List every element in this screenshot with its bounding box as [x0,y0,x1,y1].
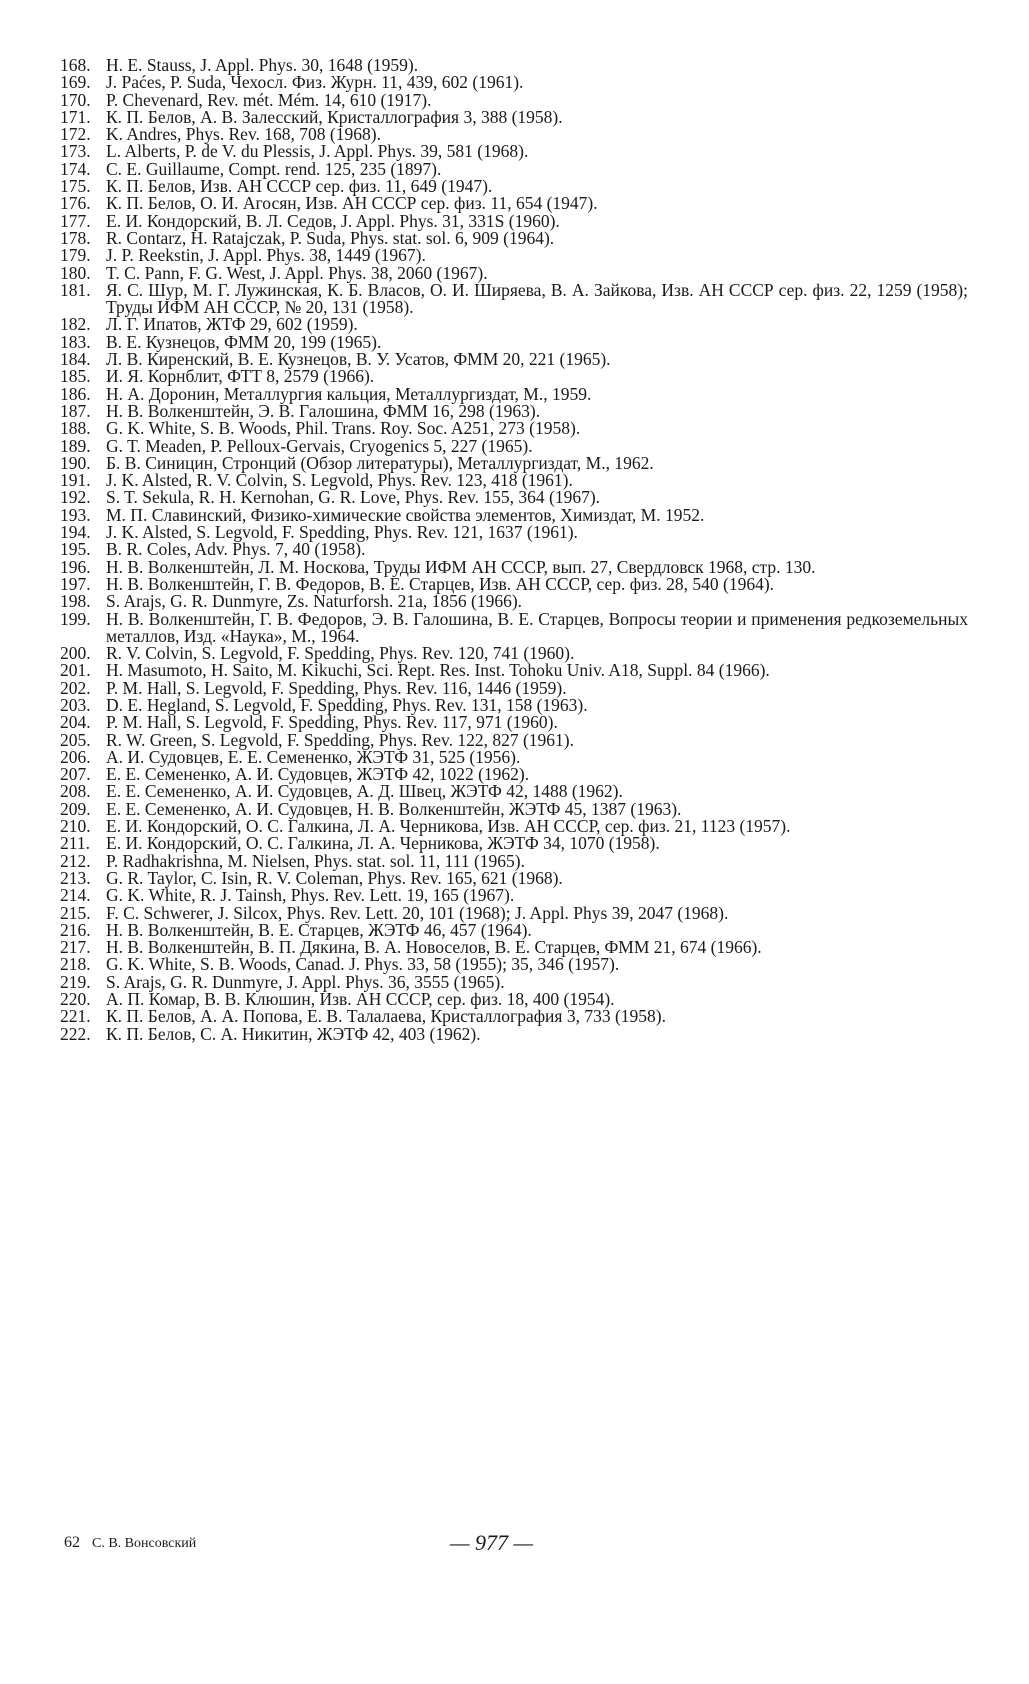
reference-number: 185. [60,366,91,387]
reference-text: М. П. Славинский, Физико-химические свойства элементов, Химиздат, М. 1952. [106,504,705,525]
reference-number: 182. [60,314,91,335]
reference-number: 207. [60,764,91,785]
reference-number: 218. [60,954,91,975]
reference-number: 188. [60,418,91,439]
reference-text: Л. Г. Ипатов, ЖТФ 29, 602 (1959). [106,314,358,335]
reference-text: G. R. Taylor, C. Isin, R. V. Coleman, Phys. Rev. 165, 621 (1968). [106,867,563,888]
reference-number: 191. [60,470,91,491]
reference-text: Н. В. Волкенштейн, В. П. Дякина, В. А. Новоселов, В. Е. Старцев, ФММ 21, 674 (1966). [106,937,762,958]
reference-number: 204. [60,712,91,733]
reference-text: Я. С. Шур, М. Г. Лужинская, К. Б. Власов, О. И. Ширяева, В. А. Зайкова, Изв. АН СССР сер. физ. 22, 1259 (1958); Труды ИФМ АН СССР, № 20, 131 (1958). [106,279,968,318]
reference-number: 197. [60,573,91,594]
reference-text: K. Andres, Phys. Rev. 168, 708 (1968). [106,124,381,145]
reference-text: Н. В. Волкенштейн, Г. В. Федоров, Э. В. Галошина, В. Е. Старцев, Вопросы теории и применения редкоземельных металлов, Изд. «Наука», М., 1964. [106,608,968,646]
reference-number: 186. [60,383,91,404]
reference-number: 216. [60,919,91,940]
reference-text: F. C. Schwerer, J. Silcox, Phys. Rev. Lett. 20, 101 (1968); J. Appl. Phys 39, 2047 (1968). [106,902,729,923]
reference-number: 189. [60,435,91,456]
signature-number: 62 [64,1534,80,1551]
reference-text: R. W. Green, S. Legvold, F. Spedding, Phys. Rev. 122, 827 (1961). [106,729,575,750]
reference-text: G. K. White, S. B. Woods, Canad. J. Phys. 33, 58 (1955); 35, 346 (1957). [106,954,620,975]
printer-signature [64,1534,196,1552]
reference-text: Е. Е. Семененко, А. И. Судовцев, Н. В. Волкенштейн, ЖЭТФ 45, 1387 (1963). [106,798,682,819]
reference-number: 210. [60,816,91,837]
reference-text: К. П. Белов, А. А. Попова, Е. В. Талалаева, Кристаллография 3, 733 (1958). [106,1006,666,1027]
reference-number: 187. [60,400,91,421]
reference-number: 222. [60,1023,91,1044]
reference-number: 184. [60,349,91,370]
reference-number: 192. [60,487,91,508]
reference-text: G. K. White, R. J. Tainsh, Phys. Rev. Lett. 19, 165 (1967). [106,885,515,906]
reference-text: К. П. Белов, О. И. Агосян, Изв. АН СССР сер. физ. 11, 654 (1947). [106,193,598,214]
reference-text: D. E. Hegland, S. Legvold, F. Spedding, Phys. Rev. 131, 158 (1963). [106,694,588,715]
reference-text: Н. В. Волкенштейн, В. Е. Старцев, ЖЭТФ 46, 457 (1964). [106,919,532,940]
reference-item [60,247,968,264]
reference-number: 212. [60,850,91,871]
reference-number: 199. [60,608,91,629]
reference-text: R. V. Colvin, S. Legvold, F. Spedding, Phys. Rev. 120, 741 (1960). [106,643,575,664]
reference-number: 200. [60,643,91,664]
reference-text: P. Radhakrishna, M. Nielsen, Phys. stat. sol. 11, 111 (1965). [106,850,526,871]
reference-text: S. Arajs, G. R. Dunmyre, J. Appl. Phys. 36, 3555 (1965). [106,971,505,992]
reference-text: C. E. Guillaume, Compt. rend. 125, 235 (1897). [106,158,442,179]
reference-text: J. Paćes, P. Suda, Чехосл. Физ. Журн. 11, 439, 602 (1961). [106,72,524,93]
reference-number: 196. [60,556,91,577]
reference-text: G. T. Meaden, P. Pelloux-Gervais, Cryogenics 5, 227 (1965). [106,435,533,456]
reference-text: Е. И. Кондорский, О. С. Галкина, Л. А. Черникова, ЖЭТФ 34, 1070 (1958). [106,833,660,854]
reference-number: 190. [60,452,91,473]
reference-text: H. Masumoto, H. Saito, M. Kikuchi, Sci. Rept. Res. Inst. Tohoku Univ. A18, Suppl. 84 (1966). [106,660,770,681]
reference-number: 171. [60,106,91,127]
reference-text: А. И. Судовцев, Е. Е. Семененко, ЖЭТФ 31, 525 (1956). [106,746,521,767]
reference-item [60,887,968,904]
page-number: — 977 — [450,1530,534,1555]
reference-text: R. Contarz, H. Ratajczak, P. Suda, Phys. stat. sol. 6, 909 (1964). [106,227,555,248]
reference-number: 176. [60,193,91,214]
reference-text: Н. В. Волкенштейн, Л. М. Носкова, Труды ИФМ АН СССР, вып. 27, Свердловск 1968, стр. 130. [106,556,816,577]
reference-number: 206. [60,746,91,767]
reference-text: К. П. Белов, С. А. Никитин, ЖЭТФ 42, 403 (1962). [106,1023,481,1044]
reference-text: К. П. Белов, Изв. АН СССР сер. физ. 11, 649 (1947). [106,176,493,197]
reference-number: 219. [60,971,91,992]
reference-number: 214. [60,885,91,906]
reference-number: 175. [60,176,91,197]
reference-text: Л. В. Киренский, В. Е. Кузнецов, В. У. Усатов, ФММ 20, 221 (1965). [106,349,611,370]
reference-item [60,279,968,318]
reference-number: 181. [60,279,91,300]
reference-number: 194. [60,522,91,543]
reference-item [60,420,968,437]
reference-number: 179. [60,245,91,266]
reference-number: 198. [60,591,91,612]
reference-text: Н. В. Волкенштейн, Г. В. Федоров, В. Е. Старцев, Изв. АН СССР, сер. физ. 28, 540 (1964). [106,573,775,594]
reference-text: И. Я. Корнблит, ФТТ 8, 2579 (1966). [106,366,375,387]
reference-number: 169. [60,72,91,93]
reference-text: S. T. Sekula, R. H. Kernohan, G. R. Love, Phys. Rev. 155, 364 (1967). [106,487,601,508]
reference-number: 173. [60,141,91,162]
reference-number: 205. [60,729,91,750]
reference-text: J. K. Alsted, S. Legvold, F. Spedding, Phys. Rev. 121, 1637 (1961). [106,522,578,543]
reference-number: 170. [60,89,91,110]
reference-item [60,541,968,558]
reference-number: 203. [60,694,91,715]
reference-number: 215. [60,902,91,923]
reference-text: Б. В. Синицин, Стронций (Обзор литературы), Металлургиздат, М., 1962. [106,452,654,473]
reference-text: S. Arajs, G. R. Dunmyre, Zs. Naturforsh. 21a, 1856 (1966). [106,591,523,612]
reference-number: 193. [60,504,91,525]
reference-text: Е. И. Кондорский, О. С. Галкина, Л. А. Черникова, Изв. АН СССР, сер. физ. 21, 1123 (1957). [106,816,791,837]
reference-number: 195. [60,539,91,560]
reference-number: 217. [60,937,91,958]
page-footer [0,1530,1029,1560]
reference-number: 177. [60,210,91,231]
reference-text: J. K. Alsted, R. V. Colvin, S. Legvold, Phys. Rev. 123, 418 (1961). [106,470,573,491]
reference-number: 168. [60,55,91,75]
reference-text: Е. Е. Семененко, А. И. Судовцев, ЖЭТФ 42, 1022 (1962). [106,764,530,785]
reference-number: 183. [60,331,91,352]
reference-text: Н. В. Волкенштейн, Э. В. Галошина, ФММ 16, 298 (1963). [106,400,541,421]
reference-text: T. C. Pann, F. G. West, J. Appl. Phys. 38, 2060 (1967). [106,262,488,283]
reference-text: L. Alberts, P. de V. du Plessis, J. Appl. Phys. 39, 581 (1968). [106,141,529,162]
signature-author: С. В. Вонсовский [92,1536,197,1551]
reference-number: 209. [60,798,91,819]
reference-text: А. П. Комар, В. В. Клюшин, Изв. АН СССР, сер. физ. 18, 400 (1954). [106,989,615,1010]
reference-text: К. П. Белов, А. В. Залесский, Кристаллография 3, 388 (1958). [106,106,563,127]
reference-number: 211. [60,833,90,854]
reference-item [60,74,968,91]
reference-text: P. Chevenard, Rev. mét. Mém. 14, 610 (1917). [106,89,432,110]
reference-item [60,608,968,646]
reference-text: H. E. Stauss, J. Appl. Phys. 30, 1648 (1959). [106,55,419,75]
reference-text: В. Е. Кузнецов, ФММ 20, 199 (1965). [106,331,382,352]
reference-item [60,714,968,731]
reference-list [60,57,968,1043]
reference-number: 208. [60,781,91,802]
reference-item [60,593,968,610]
reference-text: P. M. Hall, S. Legvold, F. Spedding, Phys. Rev. 117, 971 (1960). [106,712,558,733]
reference-number: 172. [60,124,91,145]
reference-number: 178. [60,227,91,248]
reference-text: G. K. White, S. B. Woods, Phil. Trans. Roy. Soc. A251, 273 (1958). [106,418,581,439]
reference-number: 202. [60,677,91,698]
reference-text: Н. А. Доронин, Металлургия кальция, Металлургиздат, М., 1959. [106,383,592,404]
reference-text: J. P. Reekstin, J. Appl. Phys. 38, 1449 (1967). [106,245,426,266]
reference-number: 220. [60,989,91,1010]
reference-text: Е. И. Кондорский, В. Л. Седов, J. Appl. Phys. 31, 331S (1960). [106,210,560,231]
reference-number: 213. [60,867,91,888]
reference-text: P. M. Hall, S. Legvold, F. Spedding, Phys. Rev. 116, 1446 (1959). [106,677,567,698]
reference-number: 174. [60,158,91,179]
reference-text: B. R. Coles, Adv. Phys. 7, 40 (1958). [106,539,366,560]
reference-number: 221. [60,1006,91,1027]
reference-number: 201. [60,660,91,681]
reference-item [60,1023,968,1044]
reference-text: Е. Е. Семененко, А. И. Судовцев, А. Д. Швец, ЖЭТФ 42, 1488 (1962). [106,781,623,802]
reference-number: 180. [60,262,91,283]
